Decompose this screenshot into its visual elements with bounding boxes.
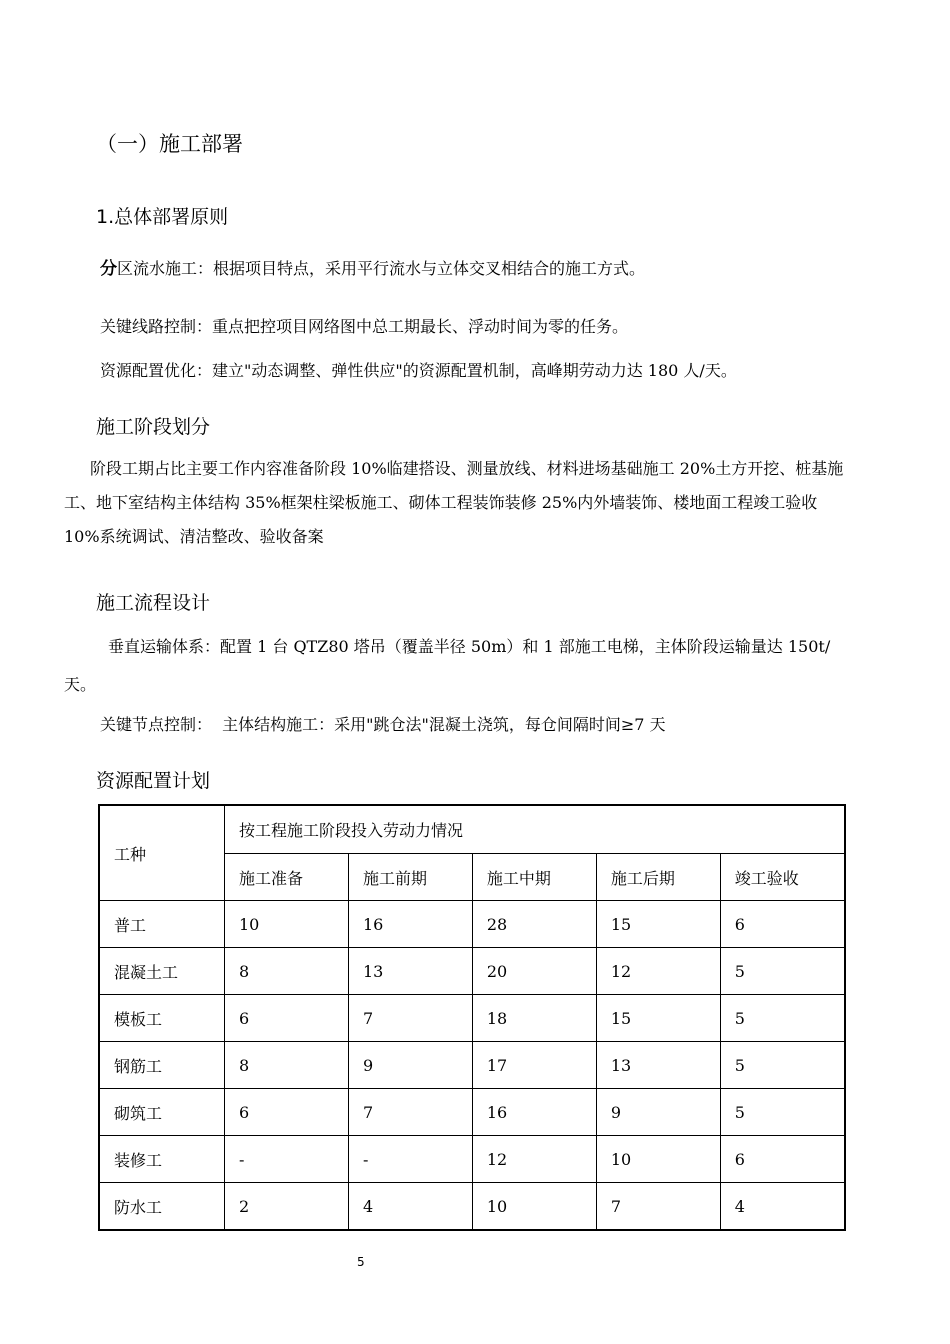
cell: 6 [225,1089,349,1136]
cell: 12 [596,948,720,995]
cell: 15 [596,901,720,948]
table-row [99,995,845,1042]
worker-type: 砌筑工 [99,1089,225,1136]
worker-type: 钢筋工 [99,1042,225,1089]
resource-heading: 资源配置计划 [96,770,211,792]
cell: 6 [225,995,349,1042]
cell: 10 [472,1183,596,1231]
worker-type: 防水工 [99,1183,225,1231]
worker-type: 模板工 [99,995,225,1042]
cell: 16 [348,901,472,948]
cell: - [225,1136,349,1183]
cell: 16 [472,1089,596,1136]
cell: 17 [472,1042,596,1089]
cell: 8 [225,948,349,995]
cell: 5 [720,1042,845,1089]
flow-paragraph-2: 关键节点控制： 主体结构施工：采用"跳仓法"混凝土浇筑，每仓间隔时间≥7 天 [100,715,666,734]
phase-header: 施工后期 [596,854,720,901]
cell: 10 [225,901,349,948]
cell: 4 [348,1183,472,1231]
cell: 6 [720,901,845,948]
cell: 2 [225,1183,349,1231]
subsection-title: 1.总体部署原则 [96,206,229,228]
table-row [99,1042,845,1089]
principle-1-lead: 分 [100,259,117,279]
table-row [99,1136,845,1183]
stages-paragraph: 阶段工期占比主要工作内容准备阶段 10%临建搭设、测量放线、材料进场基础施工 20%土方开挖、桩基施工、地下室结构主体结构 35%框架柱梁板施工、砌体工程装饰装修 25%内外墙装饰、楼地面工程竣工验收 10%系统调试、清洁整改、验收备案 [64,459,844,546]
principle-1 [100,254,645,284]
phase-header: 施工中期 [472,854,596,901]
table-header-type: 工种 [99,805,225,901]
flow-heading: 施工流程设计 [96,592,211,614]
section-title: （一）施工部署 [96,132,243,156]
cell: 7 [348,995,472,1042]
phase-header: 竣工验收 [720,854,845,901]
cell: 4 [720,1183,845,1231]
labor-resource-table [98,804,846,1231]
cell: 6 [720,1136,845,1183]
principle-2: 关键线路控制：重点把控项目网络图中总工期最长、浮动时间为零的任务。 [100,317,629,336]
table-row [99,901,845,948]
cell: - [348,1136,472,1183]
cell: 7 [596,1183,720,1231]
cell: 5 [720,1089,845,1136]
phase-header: 施工准备 [225,854,349,901]
cell: 20 [472,948,596,995]
table-header-row [99,805,845,854]
cell: 5 [720,948,845,995]
phase-header: 施工前期 [348,854,472,901]
cell: 18 [472,995,596,1042]
cell: 7 [348,1089,472,1136]
cell: 15 [596,995,720,1042]
worker-type: 普工 [99,901,225,948]
table-row [99,1183,845,1231]
table-row [99,1089,845,1136]
table-group-header: 按工程施工阶段投入劳动力情况 [225,805,846,854]
principle-3: 资源配置优化：建立"动态调整、弹性供应"的资源配置机制，高峰期劳动力达 180 人/天。 [100,361,737,380]
cell: 10 [596,1136,720,1183]
cell: 13 [596,1042,720,1089]
flow-paragraph-1: 垂直运输体系：配置 1 台 QTZ80 塔吊（覆盖半径 50m）和 1 部施工电梯，主体阶段运输量达 150t/天。 [64,637,831,694]
table-row [99,948,845,995]
worker-type: 装修工 [99,1136,225,1183]
worker-type: 混凝土工 [99,948,225,995]
page-number: 5 [357,1255,365,1269]
cell: 9 [596,1089,720,1136]
principle-1-text: 区流水施工：根据项目特点，采用平行流水与立体交叉相结合的施工方式。 [117,259,646,278]
cell: 28 [472,901,596,948]
cell: 12 [472,1136,596,1183]
stages-heading: 施工阶段划分 [96,416,211,438]
cell: 8 [225,1042,349,1089]
cell: 5 [720,995,845,1042]
cell: 13 [348,948,472,995]
cell: 9 [348,1042,472,1089]
